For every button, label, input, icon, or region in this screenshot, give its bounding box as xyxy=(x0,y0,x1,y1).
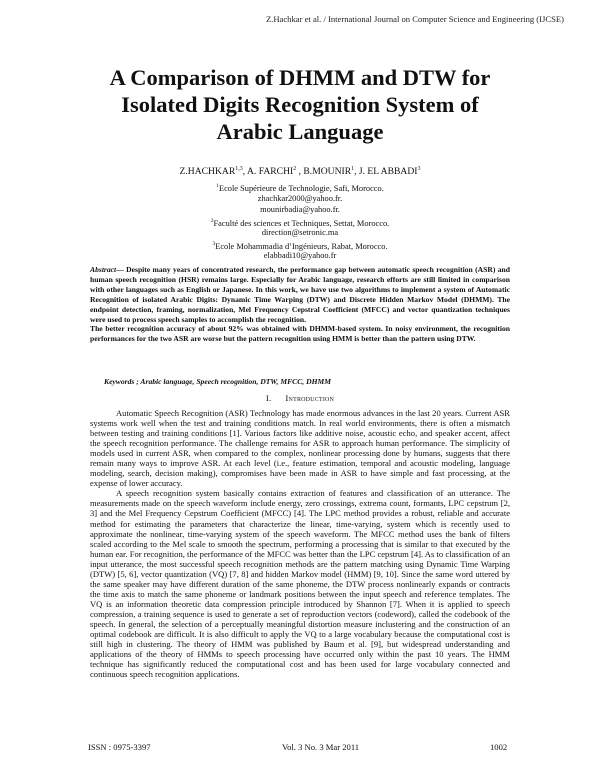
affil-mark: 3 xyxy=(212,240,216,247)
affil-email: mounirbadia@yahoo.fr. xyxy=(260,205,340,214)
author-name: , J. EL ABBADI xyxy=(354,166,418,178)
section-number: I. xyxy=(265,393,272,403)
affil-email: direction@setronic.ma xyxy=(261,228,339,237)
affil-email: elabbadi10@yahoo.fr xyxy=(263,251,337,260)
affil-mark: 2 xyxy=(210,217,214,224)
abstract-paragraph-2: The better recognition accuracy of about 92% was obtained with DHMM-based system. In noisy environment, the recognition performances for the two ASR are worse but the pattern recognition using HMM is better than the pattern using DTW. xyxy=(90,324,510,344)
footer-issn: ISSN : 0975-3397 xyxy=(88,742,151,752)
keywords: Keywords ; Arabic language, Speech recognition, DTW, MFCC, DHMM xyxy=(104,377,331,386)
title-line-2: Isolated Digits Recognition System of xyxy=(121,92,479,117)
affil-name: Faculté des sciences et Techniques, Settat, Morocco. xyxy=(213,218,390,228)
affil-email: zhachkar2000@yahoo.fr. xyxy=(257,193,343,203)
introduction-body xyxy=(90,408,510,679)
abstract-text: Despite many years of concentrated research, the performance gap between automatic speech recognition (ASR) and human speech recognition (HSR) remains large. Especially for Arabic language, research efforts are still limited in comparison with other languages such as English or Japanese. In this work, we have use two algorithms to implement a system of Automatic Recognition of isolated Arabic Digits: Dynamic Time Warping (DTW) and Discrete Hidden Markov Model (DHMM). The endpoint detection, framing, normalization, Mel Frequency Cepstral Coefficient (MFCC) and vector quantization techniques were used to process speech samples to accomplish the recognition. xyxy=(90,265,510,324)
running-header: Z.Hachkar et al. / International Journal on Computer Science and Engineering (IJCSE) xyxy=(265,14,564,24)
body-paragraph: Automatic Speech Recognition (ASR) Technology has made enormous advances in the last 20 years. Current ASR systems work well when the test and training conditions match. In real world environments, there is often a mismatch between testing and training conditions [1]. Various factors like additive noise, acoustic echo, and speaker accent, affect the speech recognition performance. The challenge remains for ASR to approach human performance. The simplicity of models used in current ASR, when compared to the complex, nonlinear processing done by humans, suggests that there remain many ways to improve ASR. At each level (i.e., feature estimation, temporal and acoustic modeling, language modeling, search, decision making), compromises have been made in ASR to have simple and fast processing, at the expense of lower accuracy. xyxy=(90,408,510,489)
author-name: , B.MOUNIR xyxy=(296,166,352,178)
section-heading-introduction xyxy=(0,393,600,403)
abstract-dash: — xyxy=(116,265,127,274)
title-line-3: Arabic Language xyxy=(216,119,384,144)
abstract-label: Abstract xyxy=(90,265,117,274)
paper-title xyxy=(60,64,540,145)
author-affil-mark: 1 xyxy=(351,166,355,172)
affil-mark: 1 xyxy=(216,183,219,189)
author-name: Z.HACHKAR xyxy=(179,166,236,178)
author-name: , A. FARCHI xyxy=(242,166,294,178)
affil-name: Ecole Mohammadia d’Ingénieurs, Rabat, Morocco. xyxy=(215,241,388,251)
abstract-paragraph-1 xyxy=(90,265,510,324)
author-list xyxy=(0,166,600,177)
title-line-1: A Comparison of DHMM and DTW for xyxy=(109,65,491,90)
author-affil-mark: 1,3 xyxy=(235,166,243,172)
affil-name: Ecole Supérieure de Technologie, Safi, Morocco. xyxy=(218,183,384,193)
footer-page-number: 1002 xyxy=(490,742,508,752)
abstract xyxy=(90,265,510,344)
section-title: Introduction xyxy=(285,393,335,403)
body-paragraph: A speech recognition system basically contains extraction of features and classification of an utterance. The measurements made on the speech waveform include energy, zero crossings, extrema count, formants, LPC cepstrum [2, 3] and the Mel Frequency Cepstrum Coefficient (MFCC) [4]. The LPC method provides a robust, reliable and accurate method for estimating the parameters that characterize the linear, time-varying, system which is recently used to approximate the nonlinear, time-varying system of the speech waveform. The MFCC method uses the bank of filters scaled according to the Mel scale to smooth the spectrum, performing a processing that is similar to that executed by the human ear. For recognition, the performance of the MFCC was better than the LPC cepstrum [4]. As to classification of an input utterance, the most successful speech recognition methods are the pattern matching using Dynamic Time Warping (DTW) [5, 6], vector quantization (VQ) [7, 8] and hidden Markov model (HMM) [9, 10]. Since the same word uttered by the same speaker may have different duration of the same phoneme, the DTW process nonlinearly expands or contracts the time axis to match the same phoneme or landmark positions between the input speech and reference templates. The VQ is an information theoretic data compression principle introduced by Shannon [7]. When it is applied to speech compression, a training sequence is used to generate a set of reproduction vectors (codeword), called the codebook of the speech. In general, the selection of a perceptually meaningful distortion measure inclustering and the construction of an optimal codebook are difficult. It is also difficult to apply the VQ to a large vocabulary because the computational cost is still high in clustering. The theory of HMM was published by Baum et al. [9], but widespread understanding and applications of the theory of HMMs to speech processing have occurred only within the past 10 years. The HMM technique has significantly reduced the computational cost and has been used for large vocabulary connected and continuous speech recognition applications. xyxy=(90,488,510,680)
footer-volume: Vol. 3 No. 3 Mar 2011 xyxy=(282,742,360,752)
author-affil-mark: 2 xyxy=(293,166,297,172)
author-affil-mark: 3 xyxy=(417,166,421,172)
